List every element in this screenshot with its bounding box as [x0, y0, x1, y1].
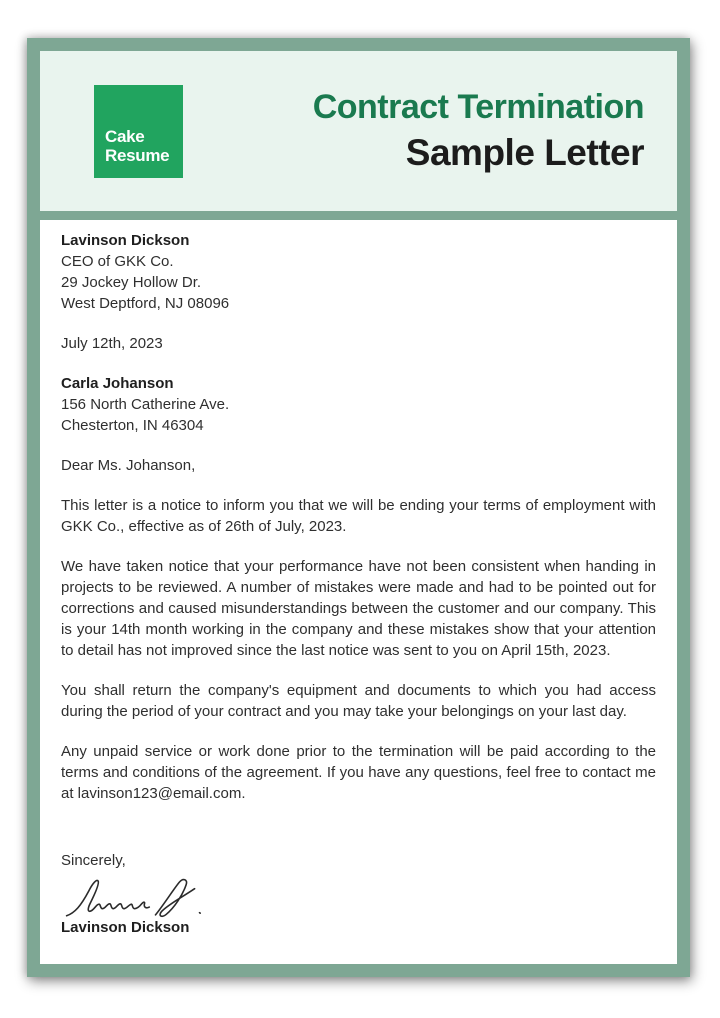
sender-address-line2: West Deptford, NJ 08096 [61, 295, 230, 312]
closing-salutation: Sincerely, [61, 852, 126, 869]
paragraph-1: This letter is a notice to inform you that we will be ending your terms of employment with GKK Co., effective as of 26th of July, 2023. [61, 497, 656, 535]
signature-printed-name: Lavinson Dickson [61, 919, 190, 936]
header-titles [313, 89, 644, 173]
document-title-line1: Contract Termination [312, 88, 644, 126]
sender-address-line1: 29 Jockey Hollow Dr. [61, 274, 202, 291]
recipient-address-line2: Chesterton, IN 46304 [61, 417, 204, 434]
recipient-block [61, 373, 656, 436]
cakeresume-logo [94, 85, 183, 178]
paragraph-3: You shall return the company's equipment and documents to which you had access during the period of your contract and you may take your belongings on your last day. [61, 682, 656, 720]
sender-block [61, 230, 656, 314]
logo-word-resume: Resume [105, 145, 170, 165]
logo-word-cake: Cake [105, 126, 145, 146]
cakeresume-logo-text [105, 127, 169, 165]
handwritten-signature [58, 874, 221, 922]
letter-body [40, 220, 677, 964]
recipient-address-line1: 156 North Catherine Ave. [61, 396, 230, 413]
letter-card [27, 38, 690, 977]
letter-date: July 12th, 2023 [61, 335, 163, 352]
recipient-name: Carla Johanson [61, 375, 174, 392]
letter-header [40, 51, 677, 211]
paragraph-4: Any unpaid service or work done prior to the termination will be paid according to the terms and conditions of the agreement. If you have any questions, feel free to contact me at lavinson123@email.com. [61, 743, 656, 802]
sender-name: Lavinson Dickson [61, 232, 190, 249]
paragraph-2: We have taken notice that your performance have not been consistent when handing in projects to be reviewed. A number of mistakes were made and had to be pointed out for corrections and caused misunderstandings between the customer and our company. This is your 14th month working in the company and these mistakes show that your attention to detail has not improved since the last notice was sent to you on April 15th, 2023. [61, 558, 656, 659]
salutation: Dear Ms. Johanson, [61, 457, 196, 474]
sender-role: CEO of GKK Co. [61, 253, 174, 270]
document-title-line2: Sample Letter [405, 132, 644, 173]
